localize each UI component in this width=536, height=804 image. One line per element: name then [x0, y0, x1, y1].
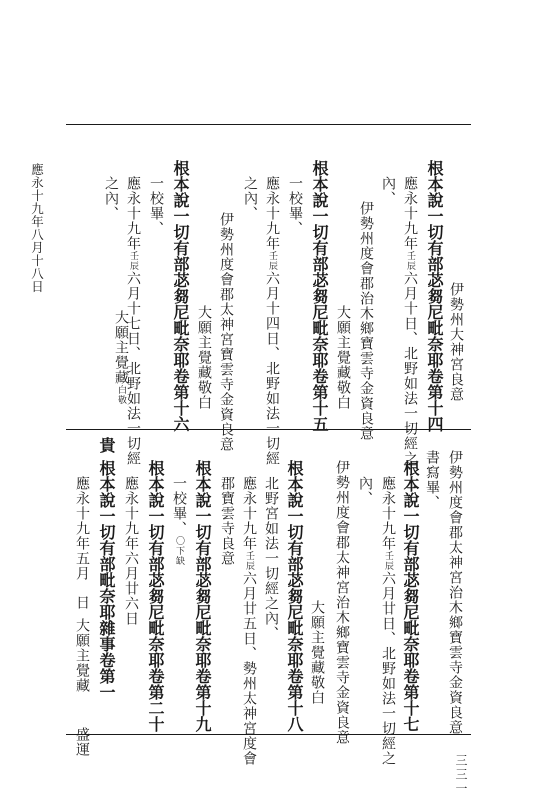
lower-col-15: 應永十九年六月廿六日: [123, 476, 139, 626]
lower-col-17-c: 大願主覺藏: [74, 618, 90, 693]
lower-mark: 貴: [97, 437, 116, 453]
upper-col-15-small: 壬辰: [128, 251, 138, 271]
lower-col-4: [381, 476, 395, 766]
upper-col-17: [114, 310, 128, 405]
lower-col-10-small: 壬辰: [244, 551, 254, 571]
lower-col-4-small: 壬辰: [383, 551, 393, 571]
lower-col-3-title: 根本說一切有部苾芻尼毗奈耶卷第十七: [401, 460, 420, 732]
bottom-rule: [66, 734, 471, 735]
lower-col-13-a: 一校畢、: [171, 476, 187, 536]
lower-col-12-title: 根本說一切有部苾芻尼毗奈耶卷第十九: [193, 460, 212, 732]
upper-col-2-title: 根本說一切有部苾芻尼毗奈耶卷第十四: [425, 160, 444, 432]
upper-col-17-a: 大願主覺藏: [113, 310, 129, 385]
upper-col-1: 伊勢州大神宮良意: [448, 282, 464, 402]
upper-col-9: [265, 176, 279, 466]
upper-col-16: 之內、: [103, 176, 119, 221]
lower-col-7: 大願主覺藏敬白: [309, 600, 325, 705]
upper-col-3-small: 壬辰: [405, 251, 415, 271]
upper-col-5: 伊勢州度會郡治木鄉寶雲寺金資良意: [358, 201, 374, 441]
lower-col-6: 伊勢州度會郡太神宮治木鄉寶雲寺金資良意: [334, 460, 350, 745]
upper-col-15-a: 應永十九年: [125, 176, 141, 251]
upper-col-7-title: 根本說一切有部苾芻尼毗奈耶卷第十五: [310, 160, 329, 432]
lower-col-8-title: 根本說一切有部苾芻尼毗奈耶卷第十八: [285, 460, 304, 732]
lower-col-10-a: 應永十九年: [241, 476, 257, 551]
lower-col-17: [75, 476, 89, 757]
upper-col-3-b: 六月十日、北野如法一切經之: [402, 271, 418, 466]
upper-rule: [66, 124, 471, 125]
upper-col-10: 之內、: [242, 176, 258, 221]
lower-col-4-a: 應永十九年: [380, 476, 396, 551]
upper-col-13-title: 根本說一切有部苾芻尼毗奈耶卷第十六: [171, 160, 190, 432]
lower-col-17-b: 日: [74, 595, 90, 610]
lower-col-13-small: 〇下缺: [174, 536, 184, 566]
lower-col-17-d: 盛運: [74, 727, 90, 757]
side-date-note: 應永十九年八月十八日: [29, 163, 45, 293]
lower-col-11: 郡寶雲寺良意: [219, 476, 235, 566]
lower-col-17-a: 應永十九年五月: [74, 476, 90, 581]
upper-col-11: 伊勢州度會郡太神宮寶雲寺金資良意: [218, 212, 234, 452]
lower-col-5: 內、: [357, 476, 373, 506]
upper-col-17-small: 白敬: [116, 385, 126, 405]
upper-col-9-a: 應永十九年: [264, 176, 280, 251]
upper-col-4: 內、: [380, 176, 396, 206]
lower-col-13: [172, 476, 186, 566]
upper-col-9-small: 壬辰: [267, 251, 277, 271]
upper-col-3: [403, 176, 417, 466]
lower-col-14-title: 根本說一切有部苾芻尼毗奈耶卷第二十: [146, 460, 165, 732]
lower-col-10: [242, 476, 256, 766]
lower-col-10-b: 六月廿五日、勢州太神宮度會: [241, 571, 257, 766]
lower-col-1: 伊勢州度會郡太神宮治木鄉寶雲寺金資良意: [447, 450, 463, 735]
upper-col-15-b: 六月十七日、北野如法一切經: [125, 271, 141, 466]
lower-col-2: 書寫畢、: [424, 450, 440, 510]
upper-col-3-a: 應永十九年: [402, 176, 418, 251]
page-number: 三三一: [454, 754, 468, 796]
lower-col-16-title: 根本說一切有部毗奈耶雜事卷第一: [97, 460, 116, 700]
lower-col-4-b: 六月廿日、北野如法一切經之: [380, 571, 396, 766]
lower-col-9: 北野宮如法一切經之內、: [263, 476, 279, 641]
upper-col-9-b: 六月十四日、北野如法一切經: [264, 271, 280, 466]
upper-col-12: 大願主覺藏敬白: [196, 305, 212, 410]
upper-col-8: 一校畢、: [287, 176, 303, 236]
upper-col-6: 大願主覺藏敬白: [335, 305, 351, 410]
upper-col-14: 一校畢、: [148, 176, 164, 236]
